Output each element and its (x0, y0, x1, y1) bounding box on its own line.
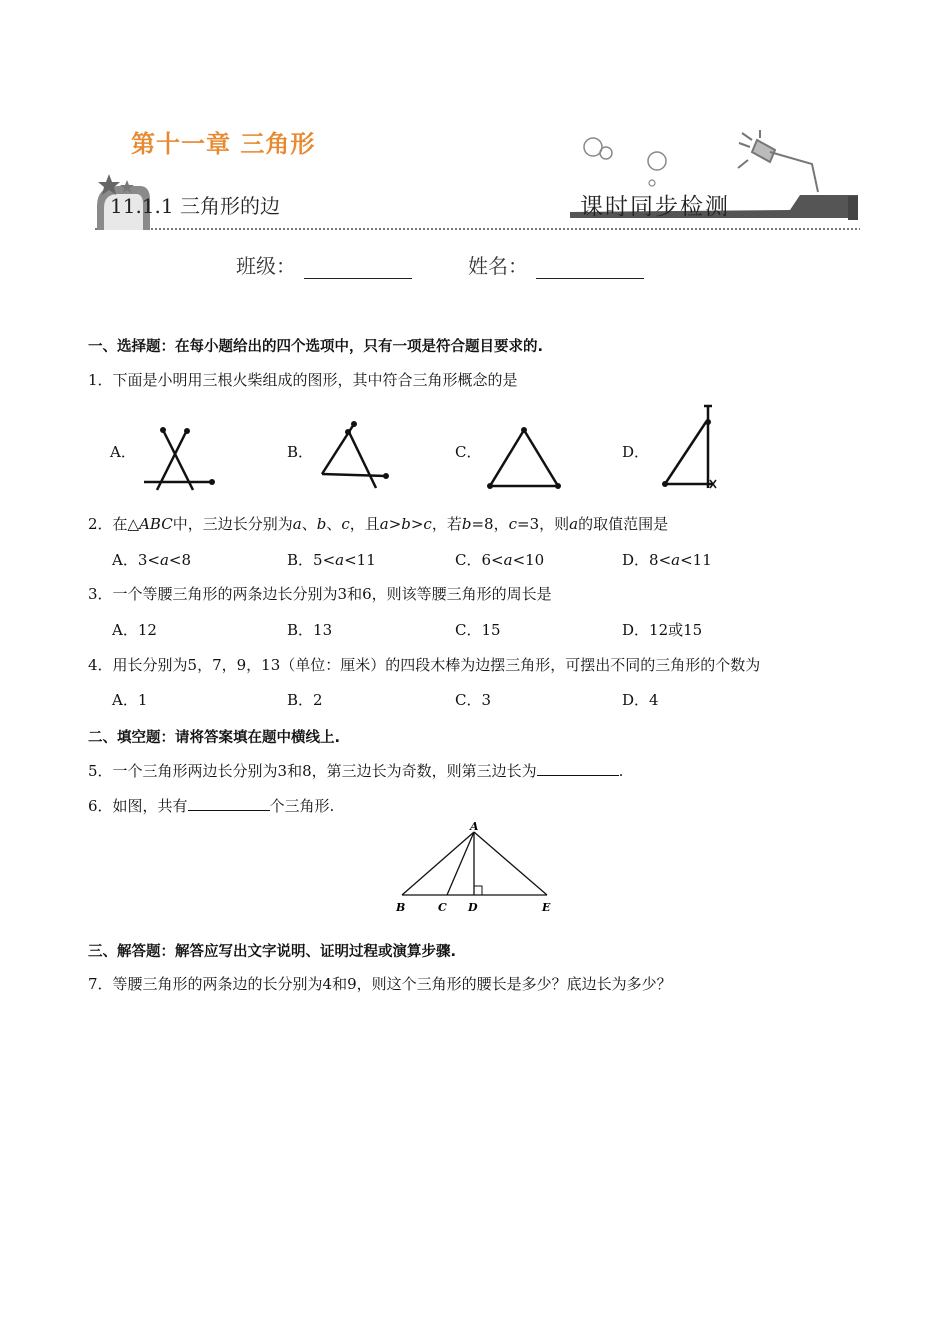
name-label: 姓名： (468, 254, 528, 278)
q3-option-a: A．12 (112, 621, 157, 639)
q2-var-c: c (341, 515, 350, 533)
bubble-3 (648, 152, 666, 170)
q6-text-pre: 6．如图，共有 (88, 797, 188, 815)
name-field (468, 250, 644, 279)
point-e: E (542, 901, 551, 914)
question-3: 3．一个等腰三角形的两条边长分别为3和6，则该等腰三角形的周长是 (88, 585, 552, 603)
q2-option-c: C．6<a<10 (455, 551, 545, 569)
question-5 (88, 760, 623, 781)
q2-var-b: b (316, 515, 327, 533)
q2-option-b: B．5<a<11 (287, 551, 376, 569)
q2-text-4: ，若 (431, 515, 462, 533)
q2-text-2: 中，三边长分别为 (172, 515, 293, 533)
q2-text-1: 2．在△ (88, 515, 140, 533)
question-7: 7．等腰三角形的两条边的长分别为4和9，则这个三角形的腰长是多少？底边长为多少？ (88, 975, 672, 993)
q2-text-6: =3，则 (517, 515, 570, 533)
point-c: C (438, 901, 447, 914)
q5-answer-blank[interactable] (537, 761, 619, 776)
q1-option-a-label: A． (110, 443, 136, 461)
q6-figure (392, 818, 562, 916)
q4-option-d: D．4 (622, 691, 659, 709)
section-heading-1: 一、选择题：在每小题给出的四个选项中，只有一项是符合题目要求的. (88, 339, 544, 355)
point-b: B (396, 901, 406, 914)
segment-ab (402, 832, 474, 895)
q2-option-a: A．3<a<8 (112, 551, 192, 569)
q2-triangle-name: ABC (139, 515, 173, 533)
name-blank[interactable] (536, 260, 644, 279)
bubble-2 (600, 147, 612, 159)
q2-sep-2: 、 (326, 515, 342, 533)
q2-text-5: =8， (471, 515, 509, 533)
q2-var-b2: b (461, 515, 472, 533)
q3-option-b: B．13 (287, 621, 333, 639)
q4-option-c: C．3 (455, 691, 492, 709)
section-heading-3: 三、解答题：解答应写出文字说明、证明过程或演算步骤. (88, 944, 457, 960)
q1-figure-a (140, 422, 220, 497)
class-label: 班级： (236, 254, 296, 278)
q1-figure-c (480, 422, 570, 492)
point-d: D (468, 901, 478, 914)
question-6 (88, 795, 334, 816)
q3-option-d: D．12或15 (622, 621, 703, 639)
lamp-icon (738, 130, 818, 192)
q1-figure-b (312, 418, 392, 493)
question-2 (88, 513, 668, 534)
question-1: 1．下面是小明用三根火柴组成的图形，其中符合三角形概念的是 (88, 371, 518, 389)
question-4: 4．用长分别为5，7，9，13（单位：厘米）的四段木棒为边摆三角形，可摆出不同的三角形的个数为 (88, 656, 761, 674)
section-title: 11.1.1 三角形的边 (110, 194, 280, 218)
class-field (236, 250, 412, 279)
q4-option-b: B．2 (287, 691, 323, 709)
right-angle-mark (474, 886, 482, 895)
q2-sep-1: 、 (301, 515, 317, 533)
q6-text-post: 个三角形. (269, 797, 335, 815)
q6-answer-blank[interactable] (188, 796, 270, 811)
section-heading-2: 二、填空题：请将答案填在题中横线上. (88, 730, 341, 746)
q5-text: 5．一个三角形两边长分别为3和8，第三边长为奇数，则第三边长为 (88, 762, 537, 780)
q1-option-c-label: C． (455, 443, 482, 461)
q2-var-c2: c (508, 515, 517, 533)
q2-text-3: ，且 (349, 515, 380, 533)
segment-ac (447, 832, 474, 895)
q2-text-7: 的取值范围是 (578, 515, 669, 533)
q1-option-b-label: B． (287, 443, 314, 461)
bubble-4 (649, 180, 655, 186)
q5-end: . (618, 762, 624, 780)
q2-inequality: a>b>c (379, 515, 432, 533)
point-a: A (470, 820, 479, 833)
q1-figure-d (655, 400, 730, 495)
chapter-title: 第十一章 三角形 (131, 130, 316, 158)
q2-var-a2: a (569, 515, 579, 533)
q2-option-d: D．8<a<11 (622, 551, 712, 569)
q2-var-a: a (292, 515, 302, 533)
segment-ae (474, 832, 547, 895)
sync-label: 课时同步检测 (580, 194, 730, 220)
q3-option-c: C．15 (455, 621, 501, 639)
q4-option-a: A．1 (112, 691, 148, 709)
class-blank[interactable] (304, 260, 412, 279)
q1-option-d-label: D． (622, 443, 650, 461)
